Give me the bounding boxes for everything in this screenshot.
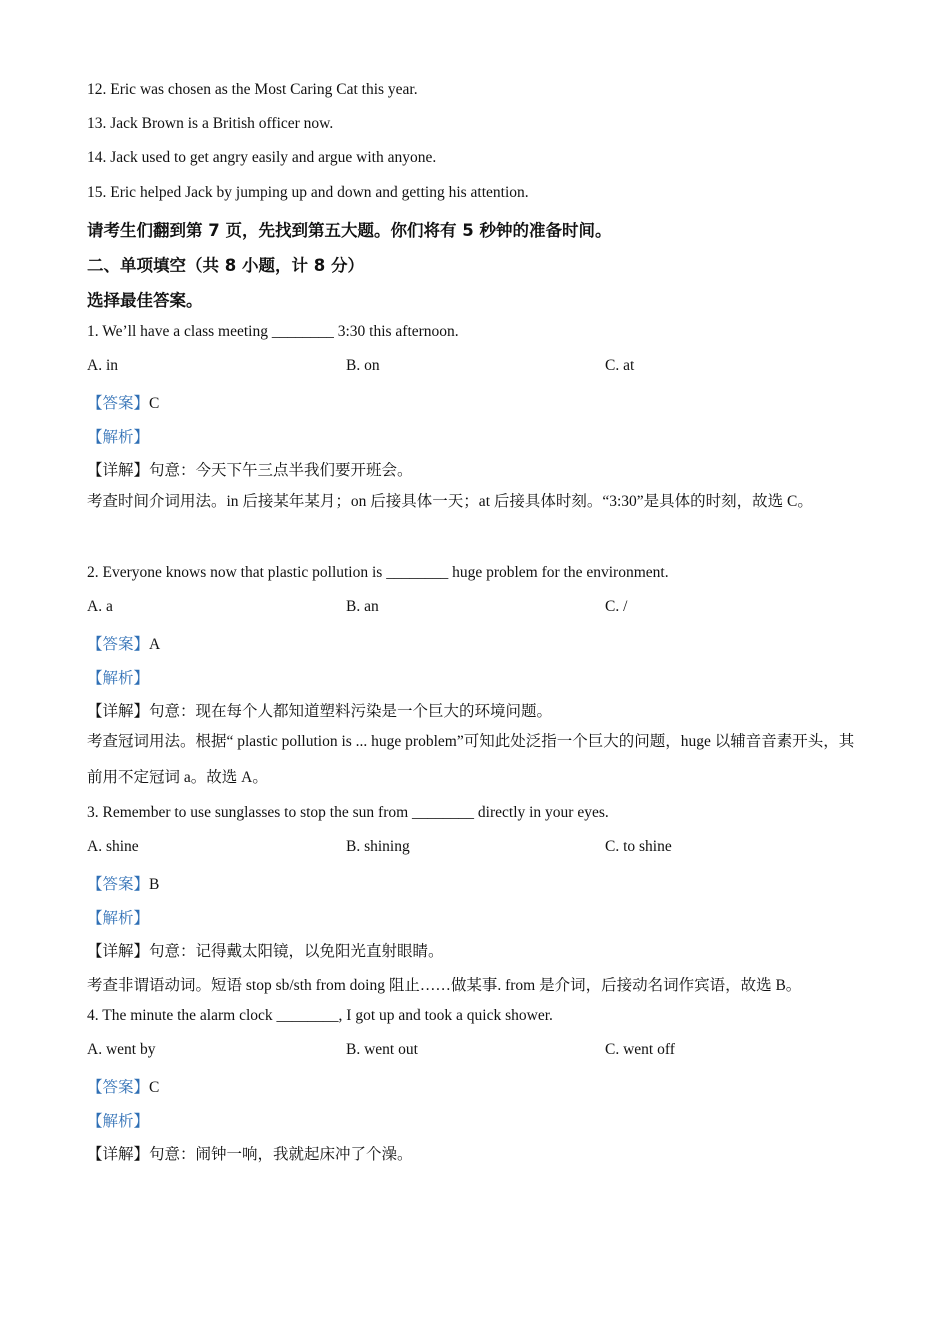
question-1-analysis-tag: 【解析】 [87, 429, 150, 446]
question-1-explanation: 考查时间介词用法。in 后接某年某月；on 后接具体一天；at 后接具体时刻。“3:30”是具体的时刻，故选 C。 [87, 493, 813, 510]
question-3-explanation: 考查非谓语动词。短语 stop sb/sth from doing 阻止……做某事. from 是介词，后接动名词作宾语，故选 B。 [87, 977, 802, 994]
answer-value: B [149, 876, 160, 893]
question-3-detail [87, 939, 444, 961]
question-3-stem: 3. Remember to use sunglasses to stop the sun from ________ directly in your eyes. [87, 804, 609, 821]
detail-text: 句意：闹钟一响，我就起床冲了个澡。 [149, 1146, 413, 1163]
question-4-option-c: C. went off [605, 1041, 675, 1058]
question-1-option-c: C. at [605, 357, 635, 374]
section-instruction: 选择最佳答案。 [87, 291, 203, 310]
detail-text: 句意：现在每个人都知道塑料污染是一个巨大的环境问题。 [149, 703, 553, 720]
detail-text: 句意：今天下午三点半我们要开班会。 [149, 462, 413, 479]
question-2-explanation: 考查冠词用法。根据“ plastic pollution is ... huge problem”可知此处泛指一个巨大的问题，huge 以辅音音素开头，其前用不定冠词 a。故选 A。 [87, 733, 855, 786]
question-3-option-a: A. shine [87, 838, 139, 855]
statement-15: 15. Eric helped Jack by jumping up and down and getting his attention. [87, 184, 529, 201]
answer-value: C [149, 1079, 160, 1096]
question-4-answer [87, 1075, 159, 1097]
question-2-stem: 2. Everyone knows now that plastic pollution is ________ huge problem for the environment. [87, 564, 669, 581]
question-2-analysis-tag: 【解析】 [87, 670, 150, 687]
statement-13: 13. Jack Brown is a British officer now. [87, 115, 334, 132]
question-1-option-b: B. on [346, 357, 380, 374]
answer-tag: 【答案】 [87, 1079, 150, 1096]
question-4-stem: 4. The minute the alarm clock ________, I got up and took a quick shower. [87, 1007, 553, 1024]
question-3-analysis-tag: 【解析】 [87, 910, 150, 927]
question-1-detail [87, 458, 413, 480]
question-3-answer [87, 872, 159, 894]
answer-value: C [149, 395, 160, 412]
question-4-option-a: A. went by [87, 1041, 156, 1058]
question-2-option-c: C. / [605, 598, 628, 615]
question-2-option-b: B. an [346, 598, 379, 615]
question-4-detail [87, 1142, 413, 1164]
section-title: 二、单项填空（共 8 小题，计 8 分） [87, 256, 364, 275]
question-1-option-a: A. in [87, 357, 118, 374]
question-3-option-c: C. to shine [605, 838, 672, 855]
question-1-stem: 1. We’ll have a class meeting ________ 3:30 this afternoon. [87, 323, 459, 340]
question-3-option-b: B. shining [346, 838, 410, 855]
instruction: 请考生们翻到第 7 页，先找到第五大题。你们将有 5 秒钟的准备时间。 [87, 221, 612, 240]
statement-14: 14. Jack used to get angry easily and argue with anyone. [87, 149, 437, 166]
question-4-analysis-tag: 【解析】 [87, 1113, 150, 1130]
detail-text: 句意：记得戴太阳镜，以免阳光直射眼睛。 [149, 943, 444, 960]
answer-tag: 【答案】 [87, 395, 150, 412]
question-2-option-a: A. a [87, 598, 113, 615]
question-4-option-b: B. went out [346, 1041, 418, 1058]
detail-tag: 【详解】 [87, 703, 150, 720]
detail-tag: 【详解】 [87, 1146, 150, 1163]
question-1-answer [87, 391, 159, 413]
answer-tag: 【答案】 [87, 876, 150, 893]
question-2-detail [87, 699, 552, 721]
answer-tag: 【答案】 [87, 636, 150, 653]
question-2-answer [87, 632, 160, 654]
statement-12: 12. Eric was chosen as the Most Caring Cat this year. [87, 81, 418, 98]
detail-tag: 【详解】 [87, 462, 150, 479]
answer-value: A [149, 636, 161, 653]
detail-tag: 【详解】 [87, 943, 150, 960]
